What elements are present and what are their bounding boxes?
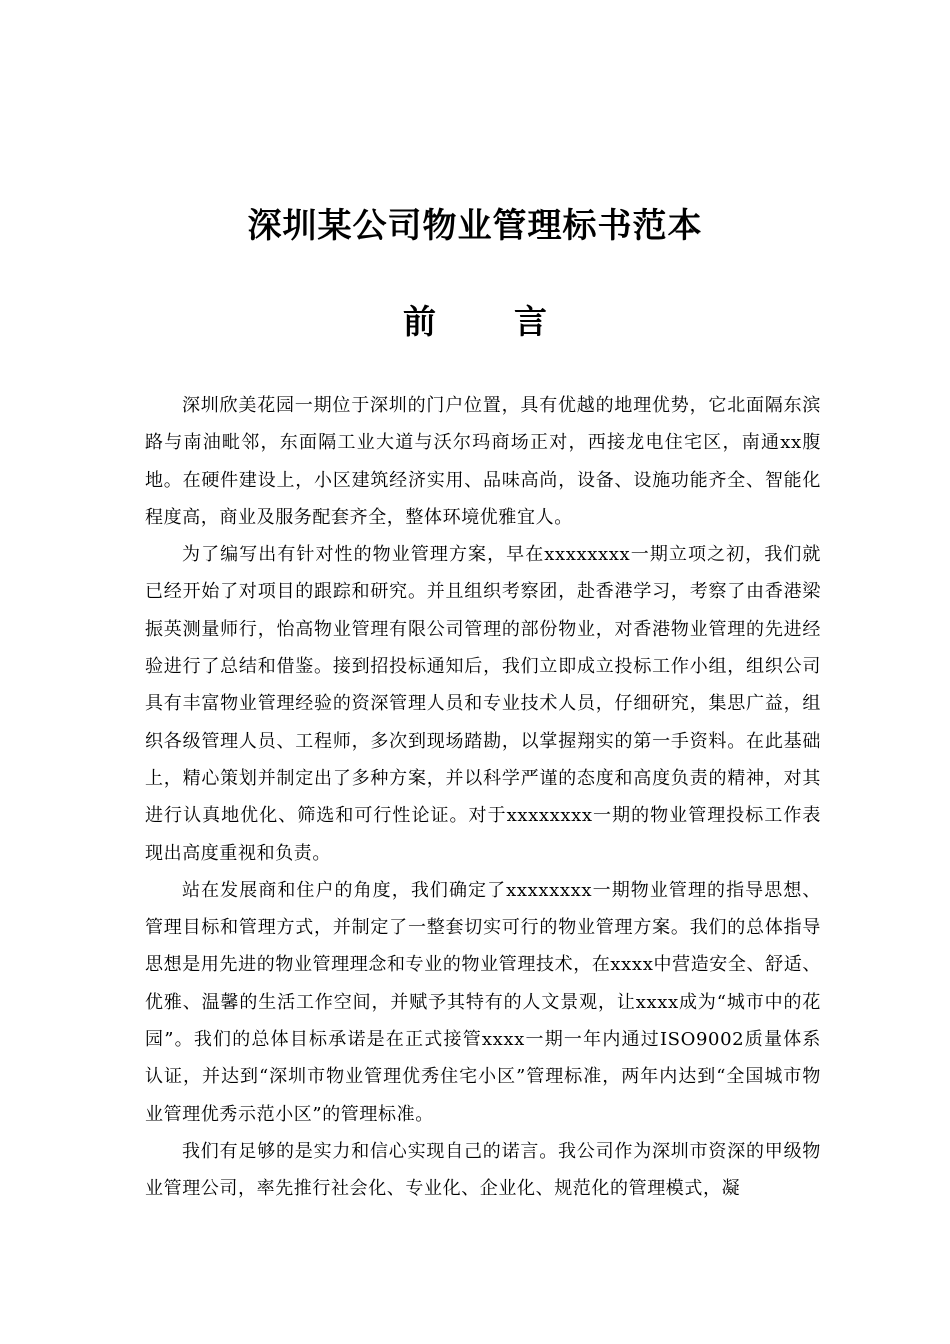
paragraph-guiding-principles: 站在发展商和住户的角度，我们确定了xxxxxxxx一期物业管理的指导思想、管理目标和管理方式，并制定了一整套切实可行的物业管理方案。我们的总体指导思想是用先进的物业管理理念和专业的物业管理技术，在xxxx中营造安全、舒适、优雅、温馨的生活工作空间，并赋予其特有的人文景观，让xxxx成为“城市中的花园”。我们的总体目标承诺是在正式接管xxxx一期一年内通过ISO9002质量体系认证，并达到“深圳市物业管理优秀住宅小区”管理标准，两年内达到“全国城市物业管理优秀示范小区”的管理标准。 bbox=[145, 879, 821, 1125]
section-heading-preface: 前言 bbox=[403, 302, 625, 341]
paragraph-preparation: 为了编写出有针对性的物业管理方案，早在xxxxxxxx一期立项之初，我们就已经开始了对项目的跟踪和研究。并且组织考察团，赴香港学习，考察了由香港梁振英测量师行，怡高物业管理有限公司管理的部份物业，对香港物业管理的先进经验进行了总结和借鉴。接到招投标通知后，我们立即成立投标工作小组，组织公司具有丰富物业管理经验的资深管理人员和专业技术人员，仔细研究，集思广益，组织各级管理人员、工程师，多次到现场踏勘，以掌握翔实的第一手资料。在此基础上，精心策划并制定出了多种方案，并以科学严谨的态度和高度负责的精神，对其进行认真地优化、筛选和可行性论证。对于xxxxxxxx一期的物业管理投标工作表现出高度重视和负责。 bbox=[145, 544, 821, 864]
body-text bbox=[145, 387, 821, 1208]
document-title: 深圳某公司物业管理标书范本 bbox=[247, 206, 703, 246]
paragraph-commitment: 我们有足够的是实力和信心实现自己的诺言。我公司作为深圳市资深的甲级物业管理公司，率先推行社会化、专业化、企业化、规范化的管理模式，凝 bbox=[145, 1140, 821, 1200]
paragraph-location: 深圳欣美花园一期位于深圳的门户位置，具有优越的地理优势，它北面隔东滨路与南油毗邻，东面隔工业大道与沃尔玛商场正对，西接龙电住宅区，南通xx腹地。在硬件建设上，小区建筑经济实用、品味高尚，设备、设施功能齐全、智能化程度高，商业及服务配套齐全，整体环境优雅宜人。 bbox=[145, 395, 821, 528]
